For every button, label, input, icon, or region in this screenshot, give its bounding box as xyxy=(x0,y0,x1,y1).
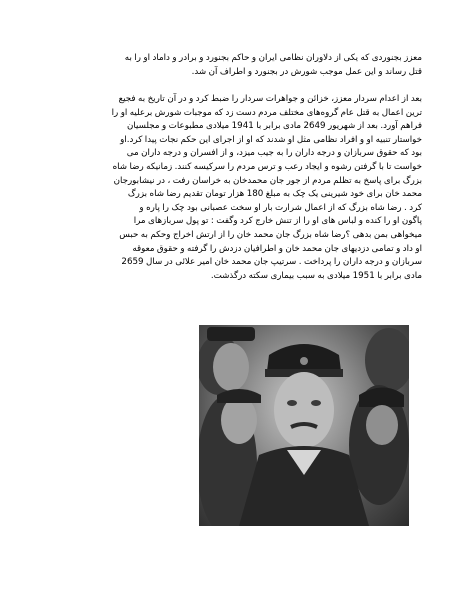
paragraph-2 xyxy=(50,93,422,283)
text-line: بزرگ برای پاسخ به تظلم مردم از جور جان محمدخان به خراسان رفت ، در نیشابورجان xyxy=(113,175,422,186)
text-line: بعد از اعدام سردار معزز، خزائن و جواهرات سردار را ضبط کرد و در آن تاریخ به فجیع xyxy=(118,94,422,104)
historical-photo-icon xyxy=(199,325,409,526)
text-line: معزز بجنوردی که یکی از دلاوران نظامی ایران و حاکم بجنورد و برادر و داماد او را به xyxy=(124,53,422,63)
text-line: کرد . رضا شاه بزرگ که از اعمال شرارت بار او سخت عصبانی بود چک را پاره و xyxy=(139,202,422,213)
text-line: پاگون او را کنده و لباس های او را از تنش خارج کرد وگفت : تو پول سربازهای مرا xyxy=(133,216,422,227)
historical-photo xyxy=(199,325,409,526)
text-line: خواستار تنبیه او و افراد نظامی مثل او شدند که او از اجرای این حکم نجات پیدا کرد.او xyxy=(120,134,422,145)
paragraph-1 xyxy=(50,52,422,79)
text-line: ترین اعمال به قتل عام گروه‌های مختلف مردم دست زد که موجبات شورش برعلیه او را xyxy=(111,107,422,118)
text-line: مادی برابر با 1951 میلادی به سبب بیماری سکته درگذشت. xyxy=(210,270,422,281)
text-line: سربازان و درجه داران را پرداخت . سرتیپ جان محمد خان امیر علائی در سال 2659 xyxy=(121,257,422,268)
text-line: او داد و تمامی دزدیهای جان محمد خان و اطرافیان دزدش را گرفته و حقوق معوقه xyxy=(132,243,422,254)
text-line: بود که حقوق سربازان و درجه داران را به جیب میزد، و از افسران و درجه داران می xyxy=(126,148,422,159)
text-line: خواست تا با گرفتن رشوه و ایجاد رعب و ترس مردم را سرکیسه کنند. زمانیکه رضا شاه xyxy=(112,161,422,172)
text-line: فراهم آورد. بعد از شهریور 2649 مادی برابر با 1941 میلادی مطبوعات و مجلسیان xyxy=(127,121,422,132)
text-line: میخواهی بمن بدهی ؟رضا شاه بزرگ جان محمد خان را از ارتش اخراج وحکم به حبس xyxy=(119,229,422,240)
text-line: قتل رساند و این عمل موجب شورش در بجنورد و اطراف آن شد. xyxy=(191,66,422,77)
text-line: محمد خان برای خود شیرینی یک چک به مبلغ 180 هزار تومان تقدیم رضا شاه بزرگ xyxy=(127,189,422,200)
